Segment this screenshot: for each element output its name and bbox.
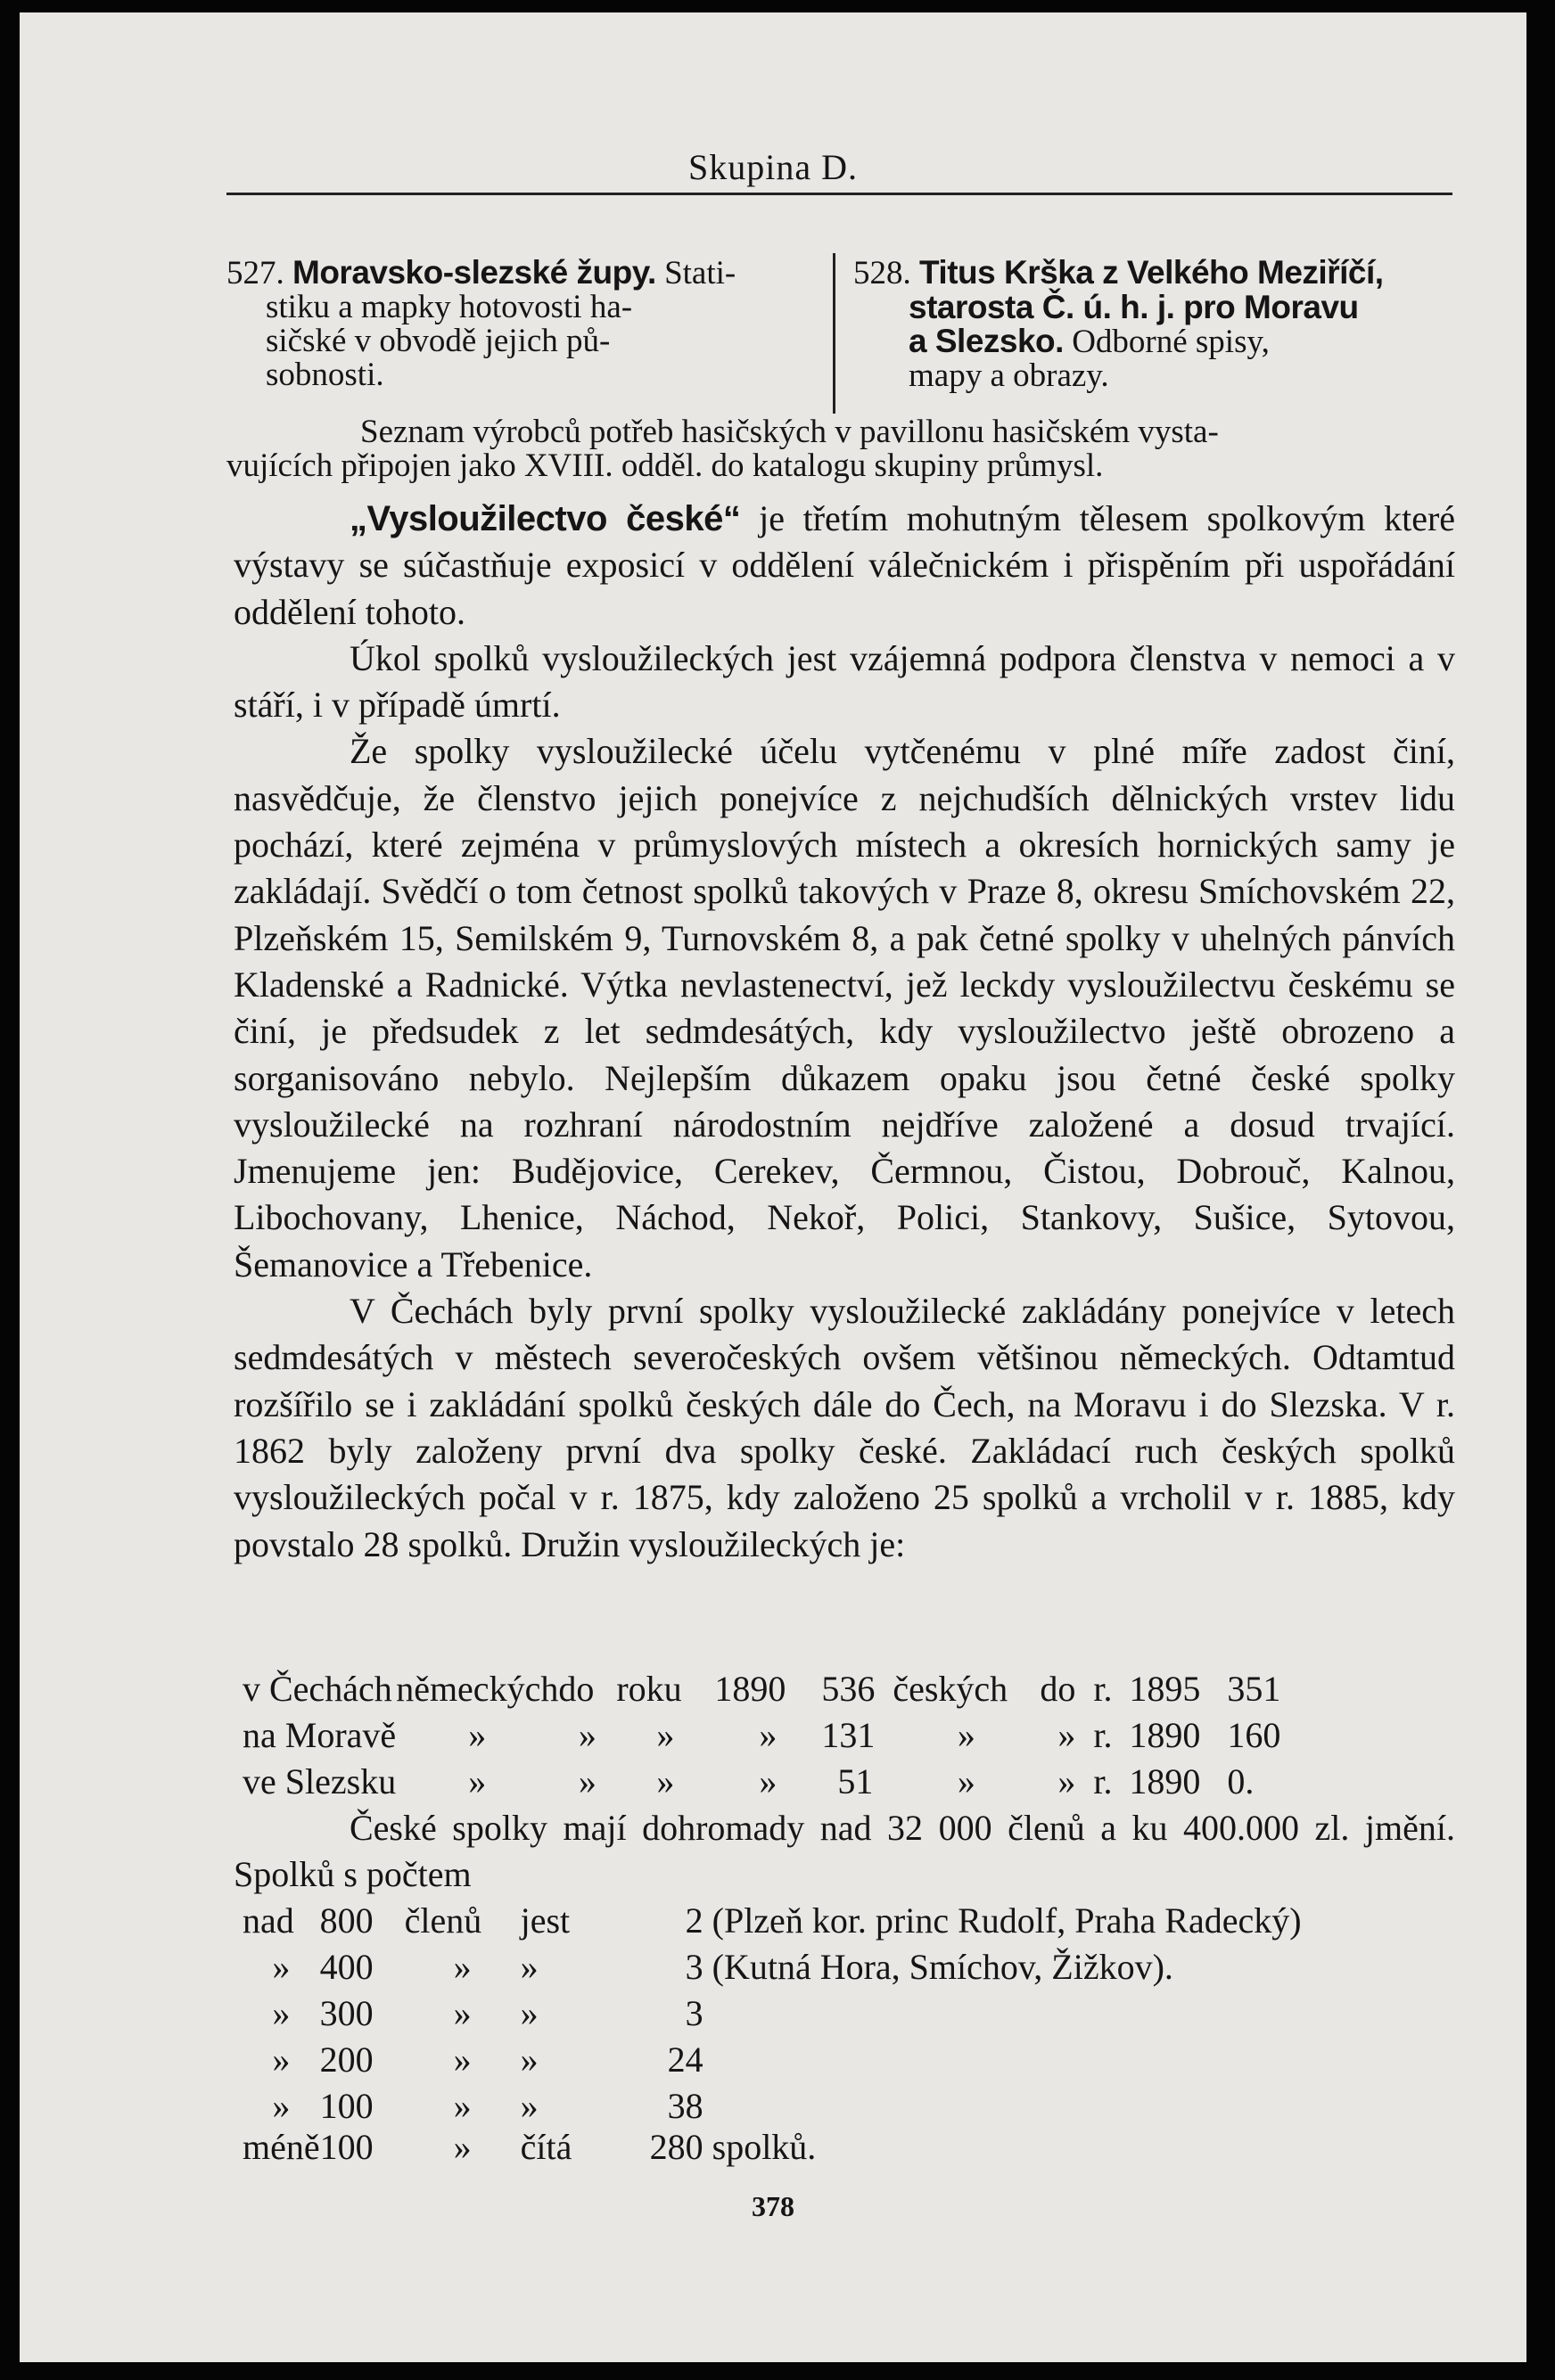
page-number: 378 [752,2190,794,2222]
seznam-note: Seznam výrobců potřeb hasičských v pavillonu hasičském vysta- vujících připojen jako XVIII. odděl. do katalogu skupiny průmysl. [226,414,1219,484]
book-page [20,12,1526,2362]
paragraph: České spolky mají dohromady nad 32 000 členů a ku 400.000 zl. jmění. Spolků s počtem [234,1808,1455,1895]
entry-text: sičské v obvodě jejich pů- [266,323,611,359]
entry-title: starosta Č. ú. h. j. pro Moravu [909,289,1359,325]
table-row: ve Slezsku » » » » 51 » » r. 1890 0. [243,1761,1255,1801]
table-spolky-pocet [243,1898,1302,2165]
table-row: v Čechách německých do roku 1890 536 českých do r. 1895 351 [243,1669,1281,1709]
entry-text: Odborné spisy, [1072,324,1270,360]
running-header: Skupina D. [688,147,858,187]
entry-text: mapy a obrazy. [909,357,1109,394]
column-divider [833,253,835,414]
entry-text: stiku a mapky hotovosti ha- [266,289,633,325]
paragraph: V Čechách byly první spolky vysloužilecké zakládány ponejvíce v letech sedmdesátých v městech severočeských ovšem většinou německých. Odtamtud rozšířilo se i zakládání spolků českých dále do Čech, na Moravu i do Slezska. V r. 1862 byly založeny první dva spolky české. Zakládací ruch českých spolků vysloužileckých počal v r. 1875, kdy založeno 25 spolků a vrcholil v r. 1885, kdy povstalo 28 spolků. Družin vysloužileckých je: [234,1291,1455,1564]
entry-number: 527. [226,255,284,291]
table-row: » 100 » » 38 [272,2086,703,2126]
entry-527 [226,256,815,392]
table-row: nad 800 členů jest 2 (Plzeň kor. princ Rudolf, Praha Radecký) [243,1900,1302,1941]
entry-528 [853,256,1451,393]
entry-title: Titus Krška z Velkého Meziříčí, [919,254,1384,291]
header-rule [226,193,1452,195]
entry-number: 528. [853,255,911,291]
table-row: » 300 » » 3 [272,1993,703,2033]
paragraph: Že spolky vysloužilecké účelu vytčenému v plné míře zadost činí, nasvědčuje, že členstvo jejich ponejvíce z nejchudších dělnických vrstev lidu pochází, které zejména v průmyslových místech a okresích hornických samy je zakládají. Svědčí o tom četnost spolků takových v Praze 8, okresu Smíchovském 22, Plzeňském 15, Semilském 9, Turnovském 8, a pak četné spolky v uhelných pánvích Kladenské a Radnické. Výtka nevlastenectví, jež leckdy vysloužilectvu českému se činí, je předsudek z let sedmdesátých, kdy vysloužilectvo ještě obrozeno a sorganisováno nebylo. Nejlepším důkazem opaku jsou četné české spolky vysloužilecké na rozhraní národostním nejdříve založené a dosud trvající. Jmenujeme jen: Budějovice, Cerekev, Čermnou, Čistou, Dobrouč, Kalnou, Libochovany, Lhenice, Náchod, Nekoř, Polici, Stankovy, Sušice, Sytovou, Šemanovice a Třebenice. [234,731,1455,1284]
entry-title: Moravsko-slezské župy. [292,254,656,291]
main-text-2 [234,1805,1455,1899]
entry-text: Stati- [664,255,736,291]
table-row: méně 100 » čítá 280 spolků. [243,2127,817,2167]
paragraph: „Vysloužilectvo české“ je třetím mohutným tělesem spolkovým které výstavy se súčastňuje exposicí v oddělení válečnickém i přispěním při uspořádání oddělení tohoto. [234,498,1456,632]
table-row: » 400 » » 3 (Kutná Hora, Smíchov, Žižkov). [272,1947,1173,1987]
table-row: na Moravě » » » » 131 » » r. 1890 160 [243,1715,1281,1755]
paragraph-bold-lead: „Vysloužilectvo české“ [350,499,741,538]
paragraph: Úkol spolků vysloužileckých jest vzájemná podpora členstva v nemoci a v stáří, i v případě úmrtí. [234,637,1455,726]
table-row: » 200 » » 24 [272,2039,703,2080]
main-text [234,496,1455,1568]
entry-title: a Slezsko. [909,323,1064,359]
table-druziny [243,1666,1280,1805]
entry-text: sobnosti. [266,357,384,393]
